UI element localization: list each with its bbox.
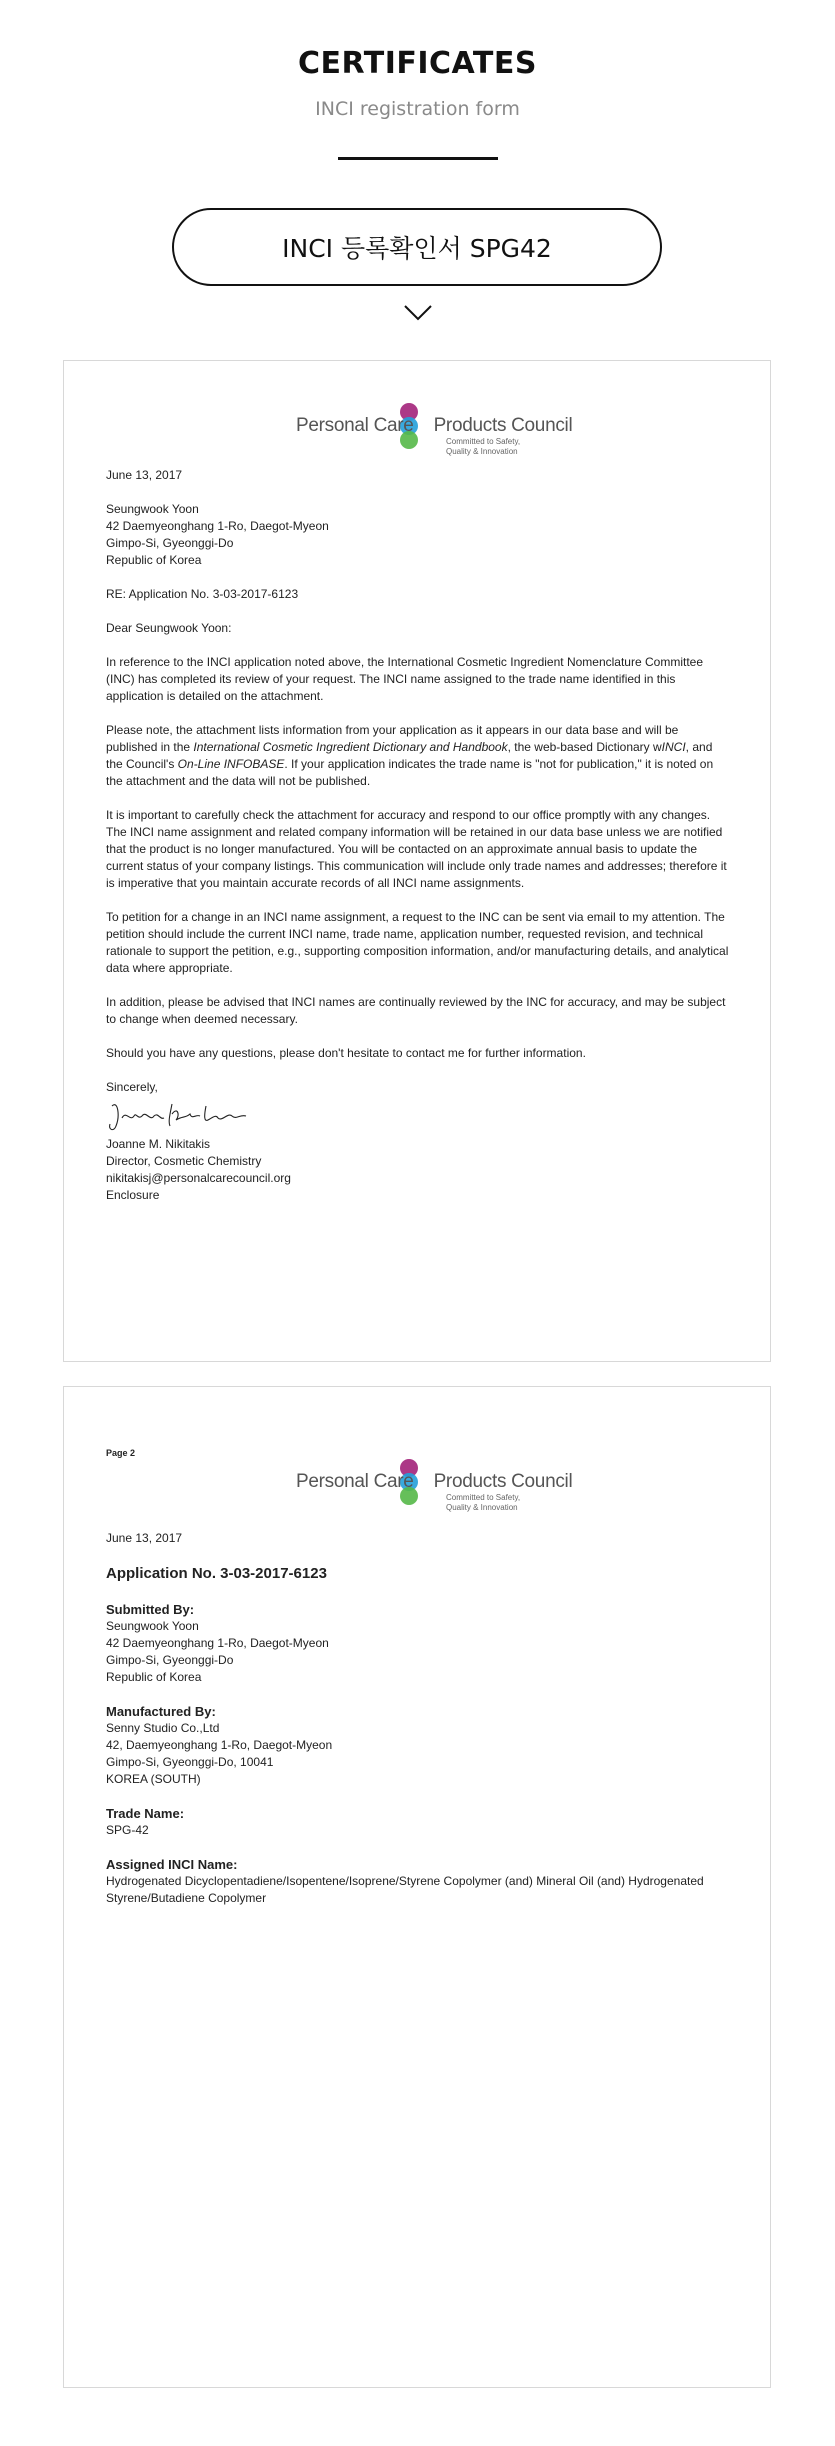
certificate-pill-label: INCI 등록확인서 SPG42: [282, 234, 552, 263]
letter-salutation: Dear Seungwook Yoon:: [106, 621, 232, 635]
recipient-address: Seungwook Yoon 42 Daemyeonghang 1-Ro, Daegot-Myeon Gimpo-Si, Gyeonggi-Do Republic of Korea: [106, 502, 329, 567]
letter-closing: Sincerely,: [106, 1080, 158, 1094]
trade-name-heading: Trade Name:: [106, 1806, 185, 1821]
page-title: CERTIFICATES: [297, 46, 537, 81]
certificate-page-1: [63, 360, 771, 1362]
letter-paragraph-6: Should you have any questions, please don't hesitate to contact me for further information.: [106, 1046, 586, 1060]
attachment-body: Page 2 June 13, 2017 Application No. 3-03-2017-6123 Submitted By: Seungwook Yoon 42 Daemyeonghang 1-Ro, Daegot-Myeon Gimpo-Si, Gyeonggi-Do Republic of Korea Manufactured By: Senny Studio Co.,Ltd 42, Daemyeonghang 1-Ro, Daegot-Myeon Gimpo-Si, Gyeonggi-Do, 10041 KOREA (SOUTH) Trade Name: SPG-42 Assigned INCI Name: Hydrogenated Dicyclopentadiene/Isopentene/Isoprene/Styrene Copolymer (and) Mineral Oil (and) Hydrogenated Styrene/Butadiene Copolymer: [106, 1445, 730, 1907]
letter-re-line: RE: Application No. 3-03-2017-6123: [106, 587, 299, 601]
trade-name-value: SPG-42: [106, 1823, 149, 1837]
application-number-heading: Application No. 3-03-2017-6123: [106, 1565, 327, 1582]
letter-paragraph-3: It is important to carefully check the attachment for accuracy and respond to our office promptly with any changes. The INCI name assignment and related company information will be retained in our data base unless we are notified that the product is no longer manufactured. You will be contacted on an approximate annual basis to update the current status of your company listings. This communication will include only trade names and addresses; therefore it is imperative that you maintain accurate records of all INCI name assignments.: [106, 808, 727, 890]
inci-name-value: Hydrogenated Dicyclopentadiene/Isopentene/Isoprene/Styrene Copolymer (and) Mineral Oil (and) Hydrogenated Styrene/Butadiene Copolymer: [106, 1874, 704, 1905]
page-number-label: Page 2: [106, 1448, 136, 1458]
logo-text-part1: Personal Care: [296, 1471, 414, 1492]
logo-text-part1: Personal Care: [296, 415, 414, 436]
manufactured-by-heading: Manufactured By:: [106, 1704, 216, 1719]
page-subtitle: INCI registration form: [315, 98, 520, 120]
letter-date: June 13, 2017: [106, 468, 183, 482]
logo-text-part2: Products Council: [433, 415, 573, 436]
letter-body: [106, 467, 730, 1204]
inci-name-heading: Assigned INCI Name:: [106, 1857, 238, 1872]
letter-paragraph-2: Please note, the attachment lists information from your application as it appears in our data base and will be published in the International Cosmetic Ingredient Dictionary and Handbook, the web-based Dictionary wINCI, and the Council's On-Line INFOBASE. If your application indicates the trade name is "not for publication," it is noted on the attachment and the data will not be published.: [106, 723, 714, 788]
certificate-page-2: [63, 1386, 771, 2388]
logo-tagline-line2: Quality & Innovation: [446, 1503, 518, 1512]
signature-email: nikitakisj@personalcarecouncil.org: [106, 1171, 291, 1185]
letter-paragraph-4: To petition for a change in an INCI name assignment, a request to the INC can be sent via email to my attention. The petition should include the current INCI name, trade name, application number, requested revision, and technical rationale to support the petition, e.g., supporting composition information, and/or manufacturing details, and analytical data where appropriate.: [106, 910, 729, 975]
logo-tagline-line2: Quality & Innovation: [446, 447, 518, 456]
logo-text-part2: Products Council: [433, 1471, 573, 1492]
submitted-by-heading: Submitted By:: [106, 1602, 195, 1617]
letter-paragraph-5: In addition, please be advised that INCI names are continually reviewed by the INC for accuracy, and may be subject to change when deemed necessary.: [106, 995, 726, 1026]
chevron-down-icon[interactable]: [403, 304, 433, 322]
letter-paragraph-1: In reference to the INCI application noted above, the International Cosmetic Ingredient Nomenclature Committee (INC) has completed its review of your request. The INCI name assigned to the trade name identified in this application is detailed on the attachment.: [106, 655, 703, 703]
logo-tagline-line1: Committed to Safety,: [446, 437, 521, 446]
logo-tagline-line1: Committed to Safety,: [446, 1493, 521, 1502]
attachment-date: June 13, 2017: [106, 1531, 183, 1545]
title-divider: [338, 157, 498, 160]
pcpc-logo: [296, 401, 573, 461]
handwritten-signature: [106, 1096, 730, 1136]
certificate-pill-button[interactable]: [172, 208, 662, 286]
signature-block: Joanne M. Nikitakis Director, Cosmetic Chemistry nikitakisj@personalcarecouncil.org Enclosure: [106, 1136, 730, 1204]
